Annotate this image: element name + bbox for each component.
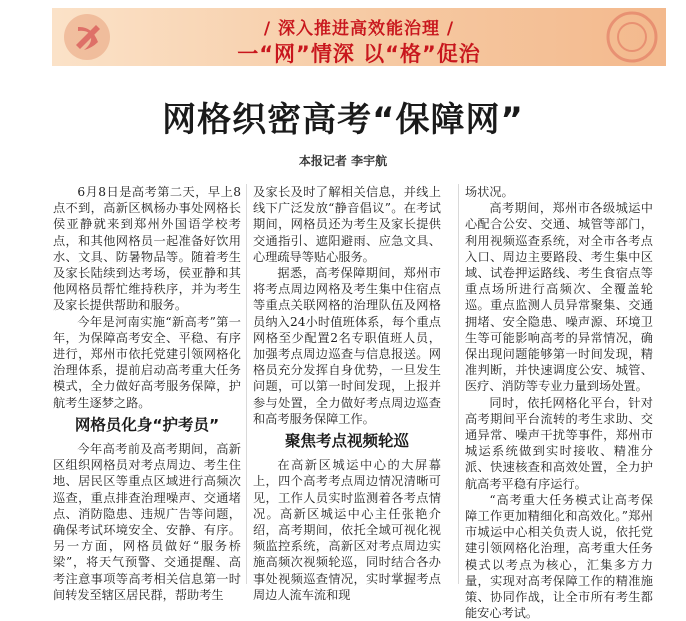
paragraph: “高考重大任务模式让高考保障工作更加精细化和高效化。”郑州市城运中心相关负责人说，依托党建引领网格化治理，高考重大任务模式以考点为核心，汇集多方力量，实现对高考保障工作的精准施策、协同作战，让全市所有考生都能安心考试。 xyxy=(465,492,653,621)
section-heading: 聚焦考点视频轮巡 xyxy=(284,432,409,451)
paragraph: 场状况。 xyxy=(465,185,514,199)
paragraph: 高考期间，郑州市各级城运中心配合公安、交通、城管等部门，利用视频巡查系统，对全市各考点入口、周边主要路段、考生集中区域、试卷押运路线、考生食宿点等重点场所进行高频次、全覆盖轮巡。重点监测人员异常聚集、交通拥堵、安全隐患、噪声源、环境卫生等可能影响高考的异常情况，确保出现问题能够第一时间发现，精准判断，并快速调度公安、城管、医疗、消防等专业力量到场处置。 xyxy=(465,201,653,394)
paragraph: 同时，依托网格化平台，针对高考期间平台流转的考生求助、交通异常、噪声干扰等事件，郑州市城运系统做到实时接收、精准分派、快速核查和高效处置，全力护航高考平稳有序运行。 xyxy=(465,395,653,491)
paragraph: 6月8日是高考第二天，早上8点不到，高新区枫杨办事处网格长侯亚静就来到郑州外国语学校考点，和其他网格员一起准备好饮用水、文具、防暑物品等。随着考生及家长陆续到达考场，侯亚静和其他网格员帮忙维持秩序，并为考生及家长提供帮助和服务。 xyxy=(53,185,241,313)
paragraph: 今年高考前及高考期间，高新区组织网格员对考点周边、考生住地、居民区等重点区域进行高频次巡查，重点排查治理噪声、交通堵点、消防隐患、违规广告等问题，确保考试环境安全、安静、有序。另一方面，网格员做好“服务桥梁”，将天气预警、交通提醒、高考注意事项等高考相关信息第一时间转发至辖区居民群，帮助考生 xyxy=(53,442,241,602)
paragraph: 及家长及时了解相关信息，并线上线下广泛发放“静音倡议”。在考试期间，网格员还为考生及家长提供交通指引、遮阳避雨、应急文具、心理疏导等贴心服务。 xyxy=(253,185,441,264)
page-title: 网格织密高考“保障网” xyxy=(162,100,524,140)
banner-title: 一“网”情深 以“格”促治 xyxy=(237,42,481,66)
header-banner xyxy=(52,8,666,66)
section-heading: 网格员化身“护考员” xyxy=(74,415,220,434)
article-column-1 xyxy=(53,184,241,603)
column-divider xyxy=(246,184,247,584)
paragraph: 今年是河南实施“新高考”第一年，为保障高考安全、平稳、有序进行，郑州市依托党建引领网格化治理体系，提前启动高考重大任务模式，全力做好高考服务保障，护航考生逐梦之路。 xyxy=(53,314,241,410)
paragraph: 在高新区城运中心的大屏幕上，四个高考考点周边情况清晰可见，工作人员实时监测着各考点情况。高新区城运中心主任张艳介绍，高考期间，依托全域可视化视频监控系统，高新区对考点周边实施高频次视频轮巡，同时结合各办事处视频巡查情况，实时掌握考点周边人流车流和现 xyxy=(253,458,441,602)
column-divider xyxy=(458,184,459,584)
paragraph: 据悉，高考保障期间，郑州市将考点周边网格及考生集中住宿点等重点关联网格的治理队伍及网格员纳入24小时值班体系，每个重点网格至少配置2名专职值班人员，加强考点周边巡查与信息报送。网格员充分发挥自身优势，一旦发生问题，可以第一时间发现，上报并参与处置，全力做好考点周边巡查和高考服务保障工作。 xyxy=(253,266,441,426)
byline: 本报记者 李宇航 xyxy=(298,154,388,168)
banner-kicker: / 深入推进高效能治理 / xyxy=(263,19,455,39)
article-column-3 xyxy=(465,184,653,621)
article-column-2 xyxy=(253,184,441,603)
